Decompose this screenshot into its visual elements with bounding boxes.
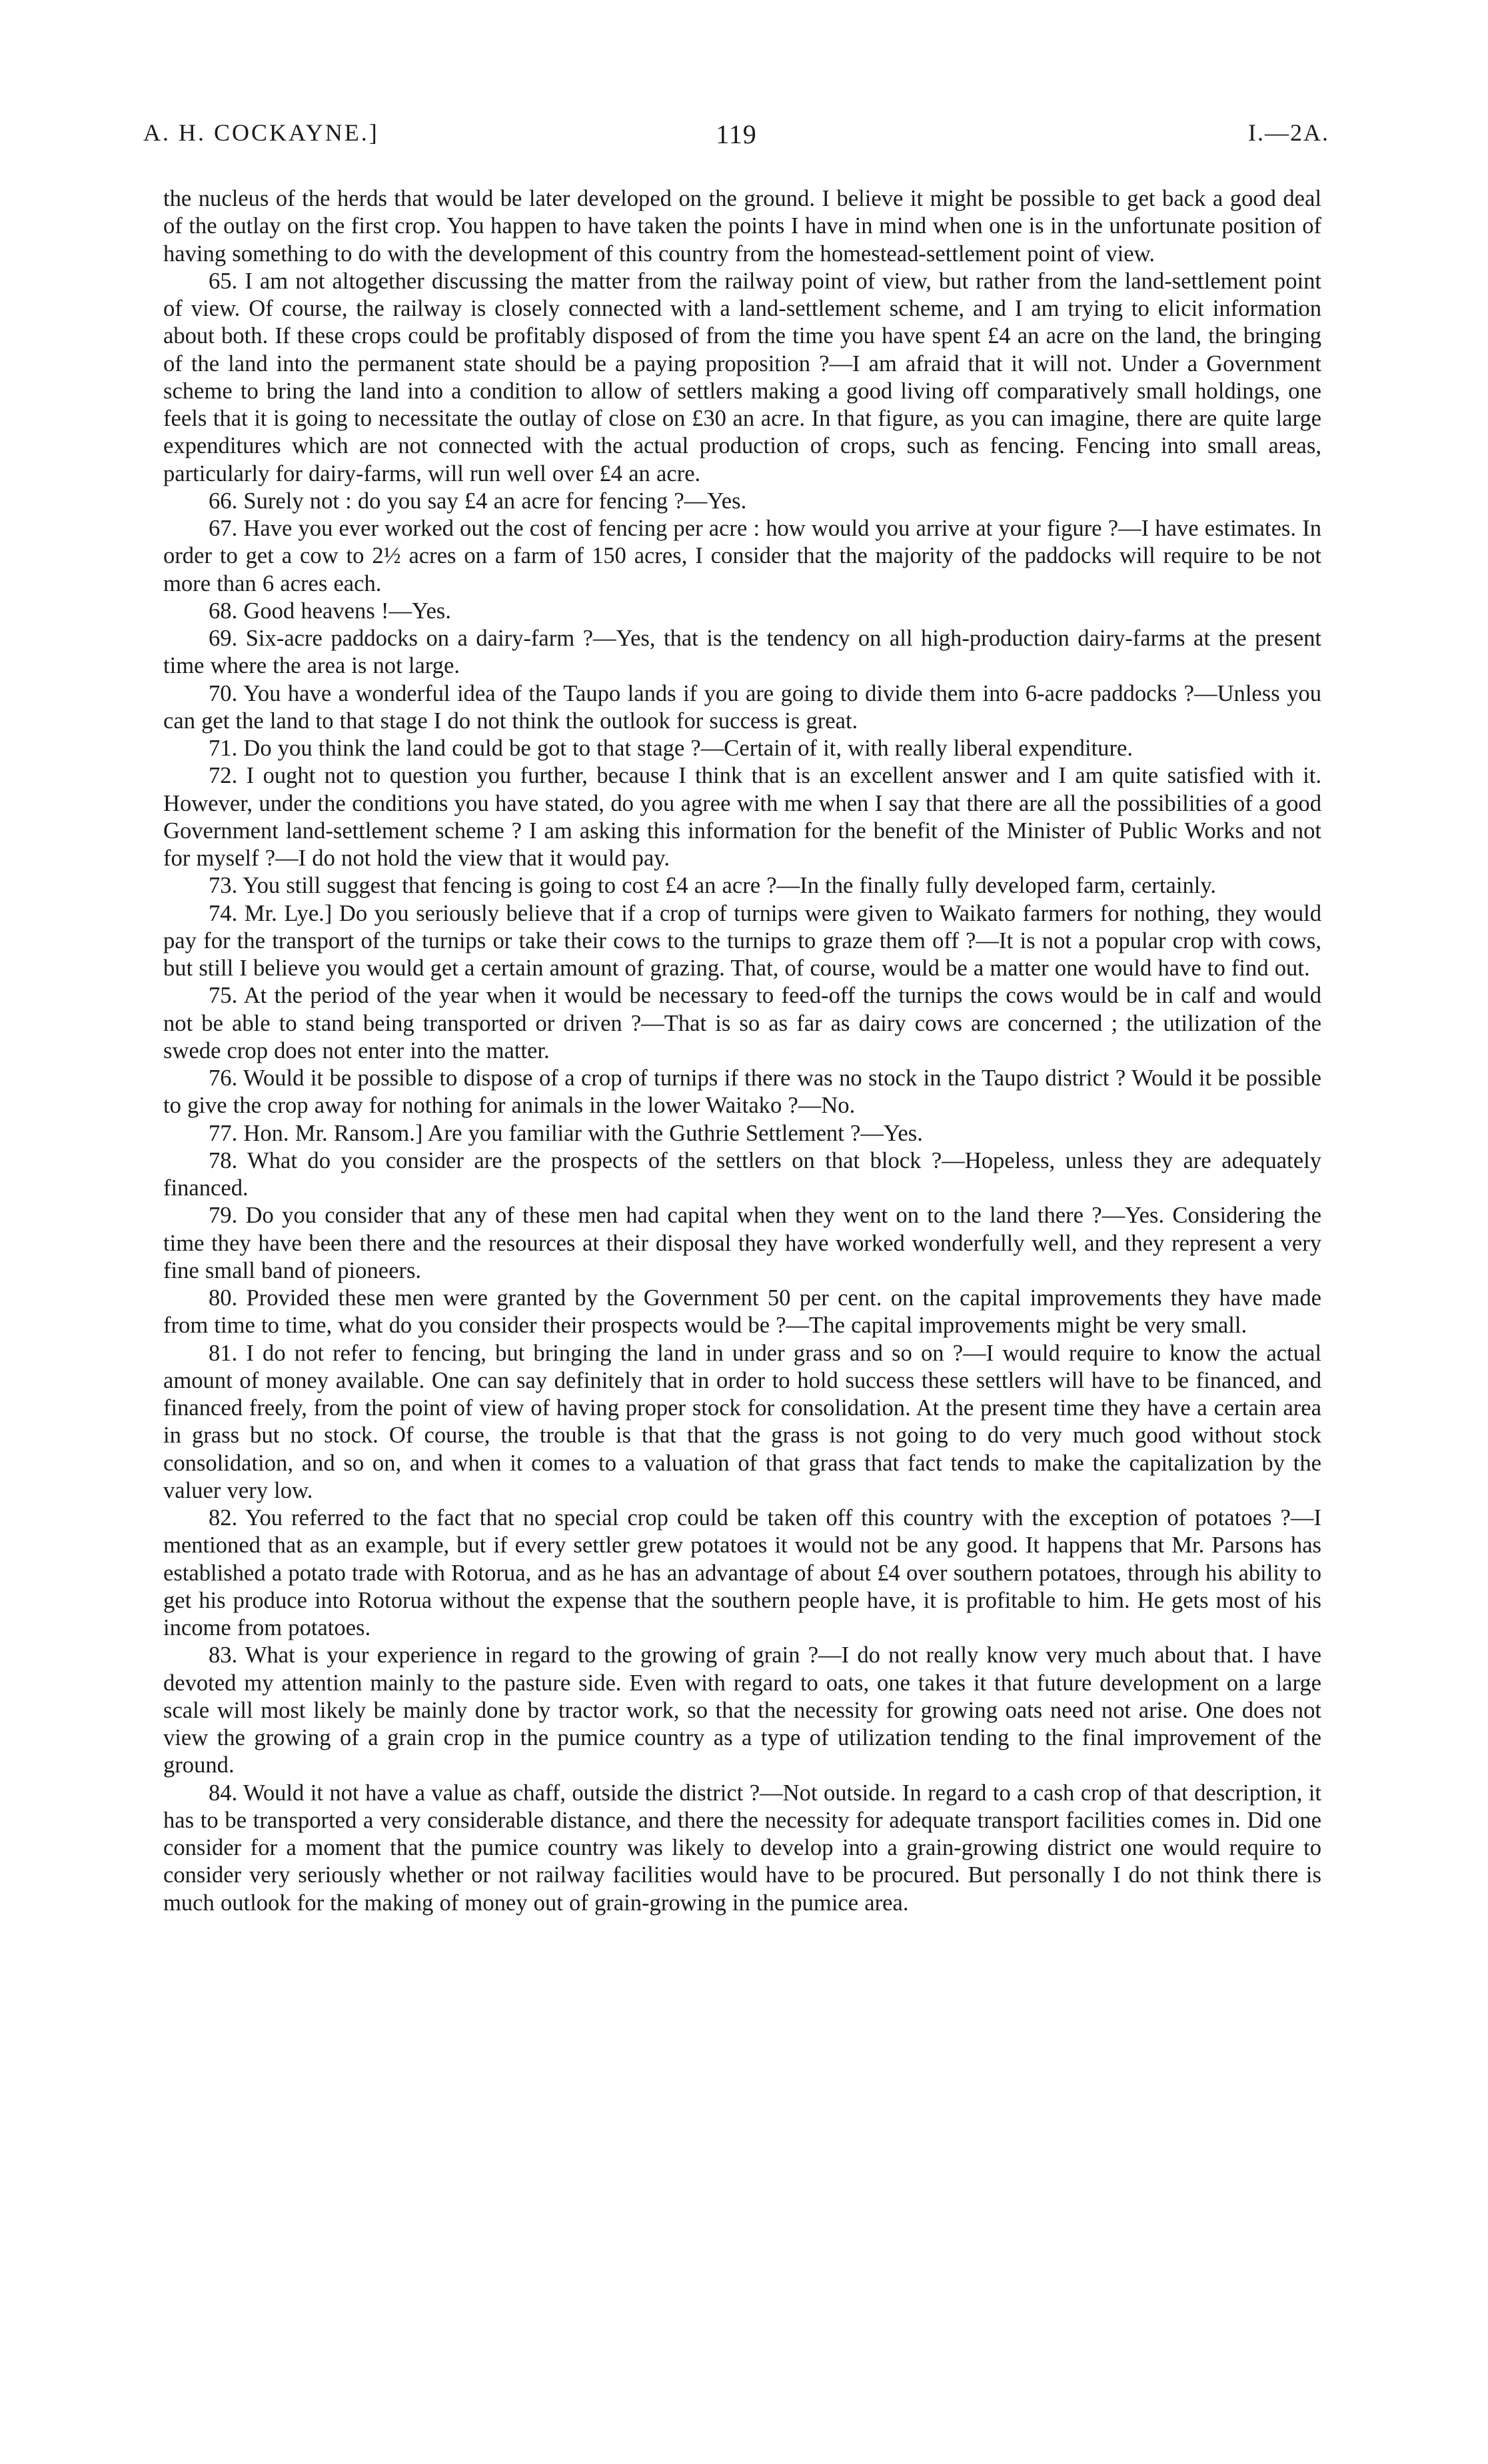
paragraph-72: 72. I ought not to question you further, because I think that is an excellent answer and I am quite satisfied with it. However, under the conditions you have stated, do you agree with me when I say that there are all the possibilities of a good Government land-settlement scheme ? I am asking this information for the benefit of the Minister of Public Works and not for myself ?—I do not hold the view that it would pay. xyxy=(163,763,1321,871)
page-header xyxy=(143,119,1329,159)
paragraph-69: 69. Six-acre paddocks on a dairy-farm ?—Yes, that is the tendency on all high-production dairy-farms at the present time where the area is not large. xyxy=(163,626,1321,679)
header-witness-name: A. H. COCKAYNE.] xyxy=(143,119,379,146)
paragraph-70: 70. You have a wonderful idea of the Taupo lands if you are going to divide them into 6-acre paddocks ?—Unless you can get the land to that stage I do not think the outlook for success is great. xyxy=(163,680,1321,734)
paragraph-74: 74. Mr. Lye.] Do you seriously believe that if a crop of turnips were given to Waikato farmers for nothing, they would pay for the transport of the turnips or take their cows to the turnips to graze them off ?—It is not a popular crop with cows, but still I believe you would get a certain amount of grazing. That, of course, would be a matter one would have to find out. xyxy=(163,900,1321,981)
paragraph-81: 81. I do not refer to fencing, but bringing the land in under grass and so on ?—I would require to know the actual amount of money available. One can say definitely that in order to hold success these settlers will have to be financed, and financed freely, from the point of view of having proper stock for consolidation. At the present time they have a certain area in grass but no stock. Of course, the trouble is that that the grass is not going to do very much good without stock consolidation, and so on, and when it comes to a valuation of that grass that fact tends to make the capitalization by the valuer very low. xyxy=(163,1340,1321,1503)
paragraph-67: 67. Have you ever worked out the cost of fencing per acre : how would you arrive at your figure ?—I have estimates. In order to get a cow to 2½ acres on a farm of 150 acres, I consider that the majority of the paddocks will require to be not more than 6 acres each. xyxy=(163,516,1321,596)
paragraph-78: 78. What do you consider are the prospects of the settlers on that block ?—Hopeless, unless they are adequately financed. xyxy=(163,1147,1321,1201)
paragraph-84: 84. Would it not have a value as chaff, outside the district ?—Not outside. In regard to a cash crop of that description, it has to be transported a very considerable distance, and there the necessity for adequate transport facilities comes in. Did one consider for a moment that the pumice country was likely to develop into a grain-growing district one would require to consider very seriously whether or not railway facilities would have to be procured. But personally I do not think there is much outlook for the making of money out of grain-growing in the pumice area. xyxy=(163,1780,1321,1916)
document-body xyxy=(163,185,1321,1917)
paragraph-77: 77. Hon. Mr. Ransom.] Are you familiar with the Guthrie Settlement ?—Yes. xyxy=(209,1120,923,1146)
paragraph-75: 75. At the period of the year when it would be necessary to feed-off the turnips the cows would be in calf and would not be able to stand being transported or driven ?—That is so as far as dairy cows are concerned ; the utilization of the swede crop does not enter into the matter. xyxy=(163,983,1321,1063)
paragraph-79: 79. Do you consider that any of these men had capital when they went on to the land there ?—Yes. Considering the time they have been there and the resources at their disposal they have worked wonderfully well, and they represent a very fine small band of pioneers. xyxy=(163,1203,1321,1283)
paragraph-65: 65. I am not altogether discussing the matter from the railway point of view, but rather from the land-settlement point of view. Of course, the railway is closely connected with a land-settlement scheme, and I am trying to elicit information about both. If these crops could be profitably disposed of from the time you have spent £4 an acre on the land, the bringing of the land into the permanent state should be a paying proposition ?—I am afraid that it will not. Under a Government scheme to bring the land into a condition to allow of settlers making a good living off comparatively small holdings, one feels that it is going to necessitate the outlay of close on £30 an acre. In that figure, as you can imagine, there are quite large expenditures which are not connected with the actual production of crops, such as fencing. Fencing into small areas, particularly for dairy-farms, will run well over £4 an acre. xyxy=(163,268,1321,486)
paragraph-76: 76. Would it be possible to dispose of a crop of turnips if there was no stock in the Taupo district ? Would it be possible to give the crop away for nothing for animals in the lower Waitako ?—No. xyxy=(163,1065,1321,1119)
paragraph-82: 82. You referred to the fact that no special crop could be taken off this country with the exception of potatoes ?—I mentioned that as an example, but if every settler grew potatoes it would not be any good. It happens that Mr. Parsons has established a potato trade with Rotorua, and as he has an advantage of about £4 over southern potatoes, through his ability to get his produce into Rotorua without the expense that the southern people have, it is profitable to him. He gets most of his income from potatoes. xyxy=(163,1505,1321,1640)
paragraph-83: 83. What is your experience in regard to the growing of grain ?—I do not really know very much about that. I have devoted my attention mainly to the pasture side. Even with regard to oats, one takes it that future development on a large scale will most likely be mainly done by tractor work, so that the necessity for growing oats need not arise. One does not view the growing of a grain crop in the pumice country as a type of utilization tending to the final improvement of the ground. xyxy=(163,1642,1321,1778)
paragraph-80: 80. Provided these men were granted by the Government 50 per cent. on the capital improvements they have made from time to time, what do you consider their prospects would be ?—The capital improvements might be very small. xyxy=(163,1285,1321,1339)
paragraph-continuation: the nucleus of the herds that would be later developed on the ground. I believe it might be possible to get back a good deal of the outlay on the first crop. You happen to have taken the points I have in mind when one is in the unfortunate position of having something to do with the development of this country from the homestead-settlement point of view. xyxy=(163,186,1321,267)
paragraph-73: 73. You still suggest that fencing is going to cost £4 an acre ?—In the finally fully developed farm, certainly. xyxy=(209,873,1217,899)
paragraph-68: 68. Good heavens !—Yes. xyxy=(209,598,451,624)
header-page-number: 119 xyxy=(716,119,757,149)
paragraph-66: 66. Surely not : do you say £4 an acre for fencing ?—Yes. xyxy=(209,488,747,514)
paragraph-71: 71. Do you think the land could be got to that stage ?—Certain of it, with really liberal expenditure. xyxy=(209,736,1133,761)
header-document-code: I.—2A. xyxy=(1248,119,1329,146)
